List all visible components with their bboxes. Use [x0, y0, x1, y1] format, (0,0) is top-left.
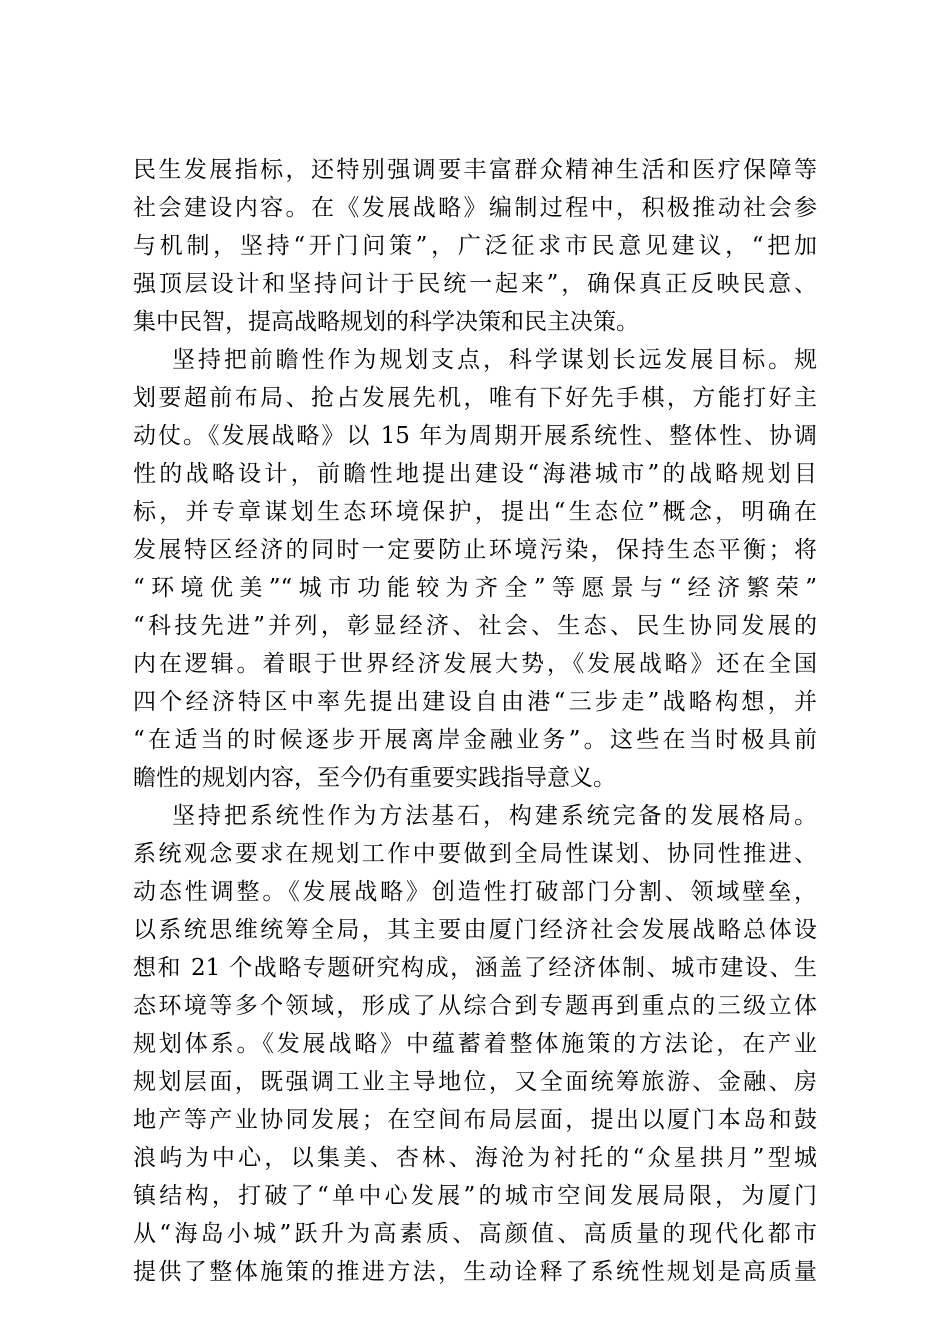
text-line: 与机制，坚持“开门问策”，广泛征求市民意见建议，“把加	[133, 233, 817, 259]
text-line: 想和 21 个战略专题研究构成，涵盖了经济体制、城市建设、生	[133, 955, 817, 981]
text-line: 地产等产业协同发展；在空间布局层面，提出以厦门本岛和鼓	[133, 1107, 817, 1133]
text-line: 动仗。《发展战略》以 15 年为周期开展系统性、整体性、协调	[133, 423, 817, 449]
text-line: 浪屿为中心，以集美、杏林、海沧为衬托的“众星拱月”型城	[133, 1145, 817, 1171]
text-line: “在适当的时候逐步开展离岸金融业务”。这些在当时极具前	[133, 727, 817, 753]
text-line: 提供了整体施策的推进方法，生动诠释了系统性规划是高质量	[133, 1259, 817, 1285]
text-line: 社会建设内容。在《发展战略》编制过程中，积极推动社会参	[133, 195, 817, 221]
text-line: 态环境等多个领域，形成了从综合到专题再到重点的三级立体	[133, 993, 817, 1019]
text-line: 以系统思维统筹全局，其主要由厦门经济社会发展战略总体设	[133, 917, 817, 943]
text-line: 镇结构，打破了“单中心发展”的城市空间发展局限，为厦门	[133, 1183, 817, 1209]
text-line: 强顶层设计和坚持问计于民统一起来”，确保真正反映民意、	[133, 271, 817, 297]
text-line: 四个经济特区中率先提出建设自由港“三步走”战略构想，并	[133, 689, 817, 715]
text-line: 标，并专章谋划生态环境保护，提出“生态位”概念，明确在	[133, 499, 817, 525]
text-line: 集中民智，提高战略规划的科学决策和民主决策。	[133, 309, 639, 335]
text-line: “科技先进”并列，彰显经济、社会、生态、民生协同发展的	[133, 613, 817, 639]
text-line: 从“海岛小城”跃升为高素质、高颜值、高质量的现代化都市	[133, 1221, 817, 1247]
paragraph-first-line: 坚持把系统性作为方法基石，构建系统完备的发展格局。	[172, 803, 817, 829]
text-line: 规划层面，既强调工业主导地位，又全面统筹旅游、金融、房	[133, 1069, 817, 1095]
text-line: 发展特区经济的同时一定要防止环境污染，保持生态平衡；将	[133, 537, 817, 563]
text-line: 划要超前布局、抢占发展先机，唯有下好先手棋，方能打好主	[133, 385, 817, 411]
text-line: 规划体系。《发展战略》中蕴蓄着整体施策的方法论，在产业	[133, 1031, 817, 1057]
text-line: 性的战略设计，前瞻性地提出建设“海港城市”的战略规划目	[133, 461, 817, 487]
text-line: 瞻性的规划内容，至今仍有重要实践指导意义。	[133, 765, 616, 791]
text-line: 动态性调整。《发展战略》创造性打破部门分割、领域壁垒，	[133, 879, 817, 905]
text-line: 系统观念要求在规划工作中要做到全局性谋划、协同性推进、	[133, 841, 817, 867]
paragraph-first-line: 坚持把前瞻性作为规划支点，科学谋划长远发展目标。规	[172, 347, 817, 373]
text-line: 内在逻辑。着眼于世界经济发展大势，《发展战略》还在全国	[133, 651, 817, 677]
text-line: “环境优美”“城市功能较为齐全”等愿景与“经济繁荣”	[133, 575, 817, 601]
text-line: 民生发展指标，还特别强调要丰富群众精神生活和医疗保障等	[133, 157, 817, 183]
